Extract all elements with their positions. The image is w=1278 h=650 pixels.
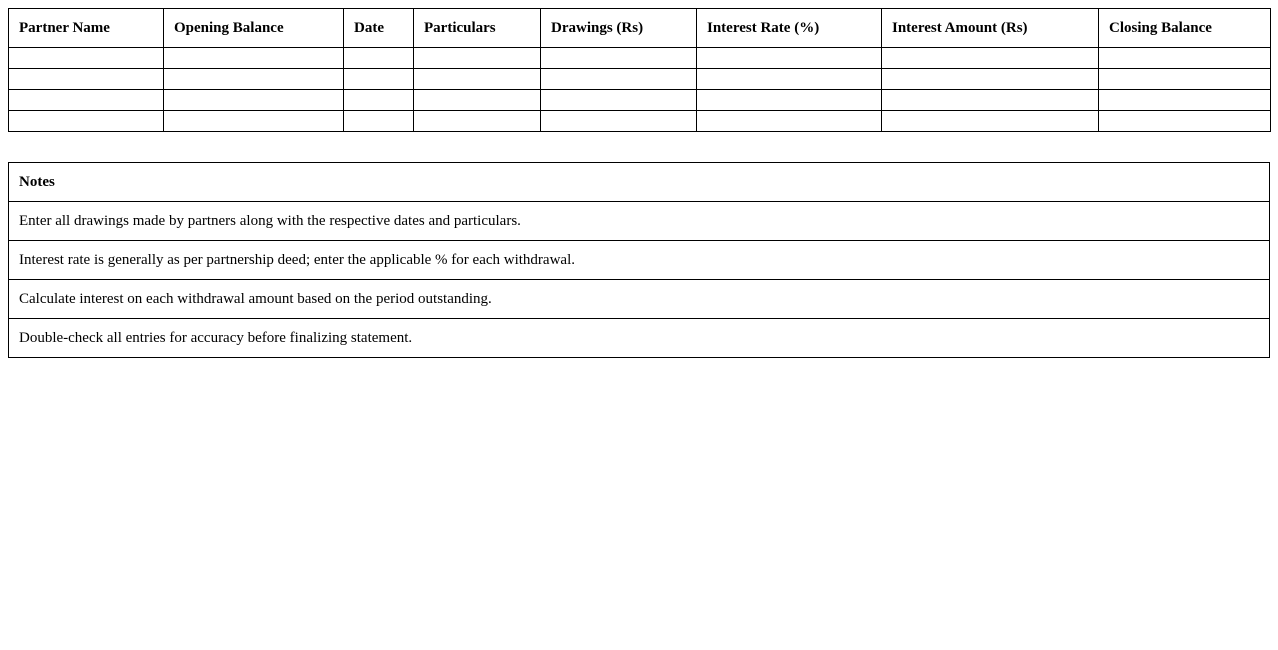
- cell-date[interactable]: [344, 111, 414, 132]
- cell-particulars[interactable]: [414, 90, 541, 111]
- cell-closing-balance[interactable]: [1099, 90, 1271, 111]
- table-header-row: [9, 9, 1271, 48]
- note-row: [9, 241, 1270, 280]
- header-date: Date: [344, 9, 414, 48]
- cell-closing-balance[interactable]: [1099, 48, 1271, 69]
- note-row: [9, 280, 1270, 319]
- cell-particulars[interactable]: [414, 111, 541, 132]
- cell-partner-name[interactable]: [9, 111, 164, 132]
- cell-partner-name[interactable]: [9, 48, 164, 69]
- cell-date[interactable]: [344, 48, 414, 69]
- cell-interest-amount[interactable]: [882, 69, 1099, 90]
- header-interest-amount: Interest Amount (Rs): [882, 9, 1099, 48]
- cell-interest-rate[interactable]: [697, 69, 882, 90]
- table-row: [9, 111, 1271, 132]
- cell-drawings[interactable]: [541, 69, 697, 90]
- cell-opening-balance[interactable]: [164, 111, 344, 132]
- cell-particulars[interactable]: [414, 69, 541, 90]
- cell-interest-rate[interactable]: [697, 90, 882, 111]
- note-item: Interest rate is generally as per partnership deed; enter the applicable % for each withdrawal.: [9, 241, 1270, 280]
- header-partner-name: Partner Name: [9, 9, 164, 48]
- table-body: [9, 48, 1271, 132]
- header-interest-rate: Interest Rate (%): [697, 9, 882, 48]
- cell-date[interactable]: [344, 69, 414, 90]
- note-item: Double-check all entries for accuracy before finalizing statement.: [9, 319, 1270, 358]
- header-drawings: Drawings (Rs): [541, 9, 697, 48]
- cell-closing-balance[interactable]: [1099, 69, 1271, 90]
- notes-heading: Notes: [9, 163, 1270, 202]
- cell-interest-amount[interactable]: [882, 90, 1099, 111]
- cell-partner-name[interactable]: [9, 90, 164, 111]
- note-row: [9, 202, 1270, 241]
- cell-interest-amount[interactable]: [882, 48, 1099, 69]
- cell-drawings[interactable]: [541, 90, 697, 111]
- cell-opening-balance[interactable]: [164, 48, 344, 69]
- cell-closing-balance[interactable]: [1099, 111, 1271, 132]
- header-particulars: Particulars: [414, 9, 541, 48]
- cell-particulars[interactable]: [414, 48, 541, 69]
- table-row: [9, 69, 1271, 90]
- cell-date[interactable]: [344, 90, 414, 111]
- table-row: [9, 90, 1271, 111]
- notes-table: [8, 162, 1270, 358]
- cell-drawings[interactable]: [541, 111, 697, 132]
- cell-interest-rate[interactable]: [697, 48, 882, 69]
- table-row: [9, 48, 1271, 69]
- cell-interest-rate[interactable]: [697, 111, 882, 132]
- cell-partner-name[interactable]: [9, 69, 164, 90]
- cell-opening-balance[interactable]: [164, 69, 344, 90]
- partner-drawings-table: [8, 8, 1271, 132]
- header-opening-balance: Opening Balance: [164, 9, 344, 48]
- header-closing-balance: Closing Balance: [1099, 9, 1271, 48]
- notes-header-row: [9, 163, 1270, 202]
- cell-opening-balance[interactable]: [164, 90, 344, 111]
- note-item: Calculate interest on each withdrawal amount based on the period outstanding.: [9, 280, 1270, 319]
- note-row: [9, 319, 1270, 358]
- cell-drawings[interactable]: [541, 48, 697, 69]
- cell-interest-amount[interactable]: [882, 111, 1099, 132]
- note-item: Enter all drawings made by partners along with the respective dates and particulars.: [9, 202, 1270, 241]
